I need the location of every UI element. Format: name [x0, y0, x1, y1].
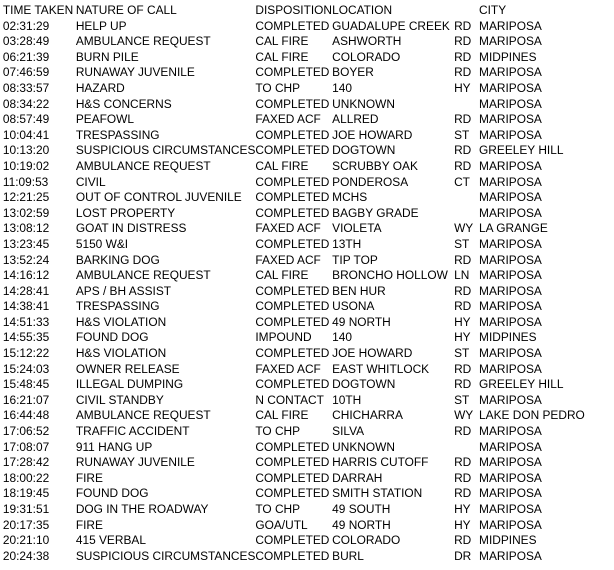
- cell-disposition: COMPLETED: [255, 314, 330, 329]
- cell-street-suffix: LN: [454, 268, 470, 283]
- cell-nature-of-call: DOG IN THE ROADWAY: [75, 502, 209, 516]
- cell-location: DARRAH: [332, 470, 383, 485]
- cell-street-suffix: ST: [454, 236, 470, 251]
- cell-street-suffix: RD: [454, 252, 472, 267]
- cell-disposition: COMPLETED: [255, 127, 330, 142]
- cell-nature-of-call: HELP UP: [75, 18, 127, 33]
- cell-disposition: COMPLETED: [255, 96, 330, 111]
- cell-city: MARIPOSA: [479, 80, 542, 95]
- cell-city: MIDPINES: [479, 49, 537, 64]
- cell-disposition: N CONTACT: [255, 392, 324, 407]
- table-row: [0, 128, 589, 144]
- cell-disposition: COMPLETED: [255, 548, 330, 563]
- cell-location: COLORADO: [332, 533, 401, 548]
- cell-nature-of-call: OUT OF CONTROL JUVENILE: [75, 190, 242, 205]
- cell-city: MARIPOSA: [479, 236, 542, 251]
- cell-disposition: COMPLETED: [255, 283, 330, 298]
- cell-location: GUADALUPE CREEK: [332, 18, 450, 33]
- table-row: [0, 330, 589, 346]
- cell-nature-of-call: GOAT IN DISTRESS: [75, 221, 187, 236]
- cell-time-taken: 03:28:49: [2, 34, 50, 49]
- table-row: [0, 112, 589, 128]
- table-row: [0, 190, 589, 206]
- table-row: [0, 97, 589, 113]
- cell-time-taken: 14:38:41: [2, 299, 50, 314]
- table-row: [0, 237, 589, 253]
- cell-time-taken: 08:57:49: [2, 112, 50, 127]
- cell-disposition: CAL FIRE: [255, 158, 309, 173]
- cell-nature-of-call: HAZARD: [75, 80, 125, 95]
- cell-disposition: COMPLETED: [255, 455, 330, 470]
- cell-city: MIDPINES: [479, 533, 537, 548]
- cell-disposition: IMPOUND: [255, 330, 312, 345]
- call-log-table: [0, 3, 589, 564]
- table-row: [0, 81, 589, 97]
- cell-street-suffix: RD: [454, 470, 472, 485]
- cell-location: 140: [332, 80, 353, 95]
- table-row: [0, 19, 589, 35]
- cell-location: DOGTOWN: [332, 377, 396, 392]
- cell-city: MARIPOSA: [479, 314, 542, 329]
- cell-street-suffix: ST: [454, 346, 470, 361]
- cell-nature-of-call: SUSPICIOUS CIRCUMSTANCES: [75, 548, 256, 563]
- cell-street-suffix: RD: [454, 158, 472, 173]
- cell-street-suffix: WY: [454, 408, 474, 423]
- cell-street-suffix: RD: [454, 455, 472, 470]
- cell-disposition: FAXED ACF: [255, 361, 321, 376]
- cell-disposition: COMPLETED: [255, 439, 330, 454]
- cell-disposition: COMPLETED: [255, 190, 330, 205]
- cell-disposition: TO CHP: [255, 502, 301, 516]
- cell-location: 13TH: [332, 236, 362, 251]
- cell-location: JOE HOWARD: [332, 346, 413, 361]
- cell-location: HARRIS CUTOFF: [332, 455, 429, 470]
- cell-time-taken: 15:12:22: [2, 346, 50, 361]
- cell-disposition: TO CHP: [255, 80, 301, 95]
- cell-time-taken: 12:21:25: [2, 190, 50, 205]
- cell-nature-of-call: 415 VERBAL: [75, 533, 146, 548]
- cell-time-taken: 19:31:51: [2, 502, 50, 516]
- cell-disposition: CAL FIRE: [255, 408, 309, 423]
- cell-city: MARIPOSA: [479, 486, 542, 501]
- cell-city: LAKE DON PEDRO: [479, 408, 585, 423]
- cell-city: LA GRANGE: [479, 221, 548, 236]
- cell-city: MARIPOSA: [479, 424, 542, 439]
- cell-time-taken: 17:06:52: [2, 424, 50, 439]
- cell-time-taken: 10:19:02: [2, 158, 50, 173]
- table-row: [0, 34, 589, 50]
- table-row: [0, 315, 589, 331]
- cell-disposition: FAXED ACF: [255, 221, 321, 236]
- cell-time-taken: 14:28:41: [2, 283, 50, 298]
- cell-nature-of-call: SUSPICIOUS CIRCUMSTANCES: [75, 143, 256, 158]
- cell-disposition: COMPLETED: [255, 174, 330, 189]
- cell-location: 49 NORTH: [332, 517, 391, 532]
- cell-time-taken: 20:21:10: [2, 533, 50, 548]
- cell-disposition: CAL FIRE: [255, 268, 309, 283]
- cell-nature-of-call: AMBULANCE REQUEST: [75, 34, 211, 49]
- cell-location: BAGBY GRADE: [332, 205, 419, 220]
- cell-nature-of-call: AMBULANCE REQUEST: [75, 268, 211, 283]
- cell-city: MARIPOSA: [479, 439, 542, 454]
- cell-street-suffix: HY: [454, 330, 471, 345]
- cell-disposition: COMPLETED: [255, 18, 330, 33]
- table-row: [0, 175, 589, 191]
- table-row: [0, 393, 589, 409]
- cell-time-taken: 13:23:45: [2, 236, 50, 251]
- cell-nature-of-call: 5150 W&I: [75, 236, 129, 251]
- table-row: [0, 268, 589, 284]
- cell-city: MARIPOSA: [479, 174, 542, 189]
- cell-time-taken: 08:34:22: [2, 96, 50, 111]
- table-row: [0, 65, 589, 81]
- cell-street-suffix: RD: [454, 486, 472, 501]
- cell-location: TIP TOP: [332, 252, 378, 267]
- cell-street-suffix: HY: [454, 314, 471, 329]
- cell-time-taken: 13:08:12: [2, 221, 50, 236]
- cell-location: 10TH: [332, 392, 362, 407]
- cell-city: MARIPOSA: [479, 470, 542, 485]
- cell-street-suffix: HY: [454, 502, 471, 516]
- table-row: [0, 346, 589, 362]
- cell-nature-of-call: TRESPASSING: [75, 299, 160, 314]
- cell-location: VIOLETA: [332, 221, 382, 236]
- cell-street-suffix: RD: [454, 143, 472, 158]
- cell-nature-of-call: LOST PROPERTY: [75, 205, 176, 220]
- table-row: [0, 299, 589, 315]
- table-row: [0, 377, 589, 393]
- cell-street-suffix: ST: [454, 127, 470, 142]
- cell-city: MARIPOSA: [479, 205, 542, 220]
- table-row: [0, 549, 589, 565]
- cell-nature-of-call: H&S VIOLATION: [75, 346, 167, 361]
- table-row: [0, 408, 589, 424]
- cell-disposition: COMPLETED: [255, 470, 330, 485]
- cell-disposition: FAXED ACF: [255, 112, 321, 127]
- cell-street-suffix: RD: [454, 49, 472, 64]
- cell-city: MARIPOSA: [479, 158, 542, 173]
- cell-location: JOE HOWARD: [332, 127, 413, 142]
- cell-time-taken: 14:16:12: [2, 268, 50, 283]
- cell-street-suffix: HY: [454, 80, 471, 95]
- cell-location: EAST WHITLOCK: [332, 361, 430, 376]
- cell-street-suffix: RD: [454, 299, 472, 314]
- cell-nature-of-call: RUNAWAY JUVENILE: [75, 65, 195, 80]
- cell-disposition: COMPLETED: [255, 377, 330, 392]
- table-row: [0, 440, 589, 456]
- cell-time-taken: 10:13:20: [2, 143, 50, 158]
- cell-street-suffix: RD: [454, 533, 472, 548]
- cell-nature-of-call: PEAFOWL: [75, 112, 135, 127]
- cell-nature-of-call: FOUND DOG: [75, 330, 149, 345]
- cell-city: MARIPOSA: [479, 34, 542, 49]
- cell-street-suffix: RD: [454, 34, 472, 49]
- cell-disposition: CAL FIRE: [255, 34, 309, 49]
- cell-location: SMITH STATION: [332, 486, 423, 501]
- cell-time-taken: 18:00:22: [2, 470, 50, 485]
- cell-street-suffix: RD: [454, 283, 472, 298]
- cell-time-taken: 13:52:24: [2, 252, 50, 267]
- cell-location: SILVA: [332, 424, 365, 439]
- cell-time-taken: 13:02:59: [2, 205, 50, 220]
- table-body: [0, 19, 589, 565]
- cell-time-taken: 10:04:41: [2, 127, 50, 142]
- table-row: [0, 284, 589, 300]
- table-row: [0, 143, 589, 159]
- cell-disposition: COMPLETED: [255, 236, 330, 251]
- cell-nature-of-call: H&S CONCERNS: [75, 96, 172, 111]
- column-header-nature-of-call: NATURE OF CALL: [75, 3, 177, 17]
- column-header-city: CITY: [479, 3, 507, 17]
- cell-disposition: TO CHP: [255, 424, 301, 439]
- cell-location: 49 NORTH: [332, 314, 391, 329]
- cell-street-suffix: DR: [454, 548, 472, 563]
- column-header-location: LOCATION: [332, 3, 393, 17]
- cell-nature-of-call: TRAFFIC ACCIDENT: [75, 424, 190, 439]
- cell-city: MARIPOSA: [479, 548, 542, 563]
- cell-city: MARIPOSA: [479, 18, 542, 33]
- cell-city: MARIPOSA: [479, 346, 542, 361]
- cell-city: MARIPOSA: [479, 361, 542, 376]
- cell-nature-of-call: CIVIL: [75, 174, 106, 189]
- cell-location: PONDEROSA: [332, 174, 409, 189]
- cell-city: MARIPOSA: [479, 455, 542, 470]
- cell-nature-of-call: 911 HANG UP: [75, 439, 153, 454]
- column-header-disposition: DISPOSITION: [255, 3, 333, 17]
- cell-location: ASHWORTH: [332, 34, 402, 49]
- cell-disposition: GOA/UTL: [255, 517, 308, 532]
- cell-time-taken: 17:28:42: [2, 455, 50, 470]
- table-row: [0, 253, 589, 269]
- cell-time-taken: 07:46:59: [2, 65, 50, 80]
- cell-city: MARIPOSA: [479, 517, 542, 532]
- cell-location: DOGTOWN: [332, 143, 396, 158]
- cell-city: MARIPOSA: [479, 96, 542, 111]
- cell-time-taken: 20:17:35: [2, 517, 50, 532]
- cell-time-taken: 06:21:39: [2, 49, 50, 64]
- cell-street-suffix: RD: [454, 112, 472, 127]
- cell-disposition: COMPLETED: [255, 533, 330, 548]
- cell-nature-of-call: BARKING DOG: [75, 252, 160, 267]
- cell-street-suffix: CT: [454, 174, 470, 189]
- table-row: [0, 533, 589, 549]
- cell-location: ALLRED: [332, 112, 379, 127]
- cell-location: BRONCHO HOLLOW: [332, 268, 448, 283]
- cell-nature-of-call: AMBULANCE REQUEST: [75, 408, 211, 423]
- cell-location: CHICHARRA: [332, 408, 403, 423]
- cell-nature-of-call: RUNAWAY JUVENILE: [75, 455, 195, 470]
- cell-city: MIDPINES: [479, 330, 537, 345]
- cell-city: MARIPOSA: [479, 65, 542, 80]
- cell-street-suffix: WY: [454, 221, 474, 236]
- cell-nature-of-call: APS / BH ASSIST: [75, 283, 172, 298]
- table-row: [0, 221, 589, 237]
- cell-nature-of-call: ILLEGAL DUMPING: [75, 377, 184, 392]
- cell-street-suffix: RD: [454, 424, 472, 439]
- cell-nature-of-call: FIRE: [75, 517, 103, 532]
- cell-street-suffix: RD: [454, 377, 472, 392]
- cell-disposition: FAXED ACF: [255, 252, 321, 267]
- table-header-row: [0, 3, 589, 19]
- cell-location: 49 SOUTH: [332, 502, 391, 516]
- cell-nature-of-call: OWNER RELEASE: [75, 361, 180, 376]
- cell-city: MARIPOSA: [479, 392, 542, 407]
- cell-time-taken: 17:08:07: [2, 439, 50, 454]
- cell-nature-of-call: FIRE: [75, 470, 103, 485]
- cell-nature-of-call: FOUND DOG: [75, 486, 149, 501]
- cell-nature-of-call: CIVIL STANDBY: [75, 392, 164, 407]
- cell-time-taken: 15:48:45: [2, 377, 50, 392]
- cell-street-suffix: HY: [454, 517, 471, 532]
- cell-street-suffix: ST: [454, 392, 470, 407]
- cell-location: MCHS: [332, 190, 368, 205]
- table-row: [0, 455, 589, 471]
- cell-disposition: COMPLETED: [255, 486, 330, 501]
- table-row: [0, 424, 589, 440]
- cell-time-taken: 14:51:33: [2, 314, 50, 329]
- table-row: [0, 362, 589, 378]
- cell-city: MARIPOSA: [479, 502, 542, 516]
- cell-location: UNKNOWN: [332, 439, 395, 454]
- cell-time-taken: 16:21:07: [2, 392, 50, 407]
- table-row: [0, 50, 589, 66]
- cell-time-taken: 02:31:29: [2, 18, 50, 33]
- cell-location: BEN HUR: [332, 283, 386, 298]
- table-row: [0, 471, 589, 487]
- cell-time-taken: 08:33:57: [2, 80, 50, 95]
- cell-disposition: CAL FIRE: [255, 49, 309, 64]
- cell-time-taken: 11:09:53: [2, 174, 49, 189]
- table-row: [0, 502, 589, 518]
- cell-city: MARIPOSA: [479, 268, 542, 283]
- cell-city: MARIPOSA: [479, 299, 542, 314]
- cell-time-taken: 16:44:48: [2, 408, 50, 423]
- cell-street-suffix: RD: [454, 361, 472, 376]
- cell-disposition: COMPLETED: [255, 65, 330, 80]
- cell-city: MARIPOSA: [479, 252, 542, 267]
- cell-time-taken: 15:24:03: [2, 361, 50, 376]
- cell-nature-of-call: TRESPASSING: [75, 127, 160, 142]
- cell-disposition: COMPLETED: [255, 346, 330, 361]
- cell-street-suffix: RD: [454, 18, 472, 33]
- cell-location: COLORADO: [332, 49, 401, 64]
- cell-time-taken: 14:55:35: [2, 330, 50, 345]
- column-header-time-taken: TIME TAKEN: [2, 3, 74, 17]
- table-row: [0, 159, 589, 175]
- cell-city: MARIPOSA: [479, 283, 542, 298]
- cell-city: MARIPOSA: [479, 127, 542, 142]
- cell-location: UNKNOWN: [332, 96, 395, 111]
- cell-street-suffix: RD: [454, 65, 472, 80]
- cell-city: MARIPOSA: [479, 190, 542, 205]
- cell-disposition: COMPLETED: [255, 205, 330, 220]
- cell-city: GREELEY HILL: [479, 377, 564, 392]
- cell-nature-of-call: BURN PILE: [75, 49, 139, 64]
- cell-location: BOYER: [332, 65, 374, 80]
- table-row: [0, 518, 589, 534]
- cell-city: GREELEY HILL: [479, 143, 564, 158]
- table-row: [0, 486, 589, 502]
- cell-location: BURL: [332, 548, 364, 563]
- cell-time-taken: 18:19:45: [2, 486, 50, 501]
- cell-time-taken: 20:24:38: [2, 548, 50, 563]
- cell-disposition: COMPLETED: [255, 299, 330, 314]
- cell-nature-of-call: H&S VIOLATION: [75, 314, 167, 329]
- cell-location: SCRUBBY OAK: [332, 158, 418, 173]
- cell-city: MARIPOSA: [479, 112, 542, 127]
- cell-location: USONA: [332, 299, 375, 314]
- table-row: [0, 206, 589, 222]
- cell-nature-of-call: AMBULANCE REQUEST: [75, 158, 211, 173]
- cell-location: 140: [332, 330, 353, 345]
- cell-disposition: COMPLETED: [255, 143, 330, 158]
